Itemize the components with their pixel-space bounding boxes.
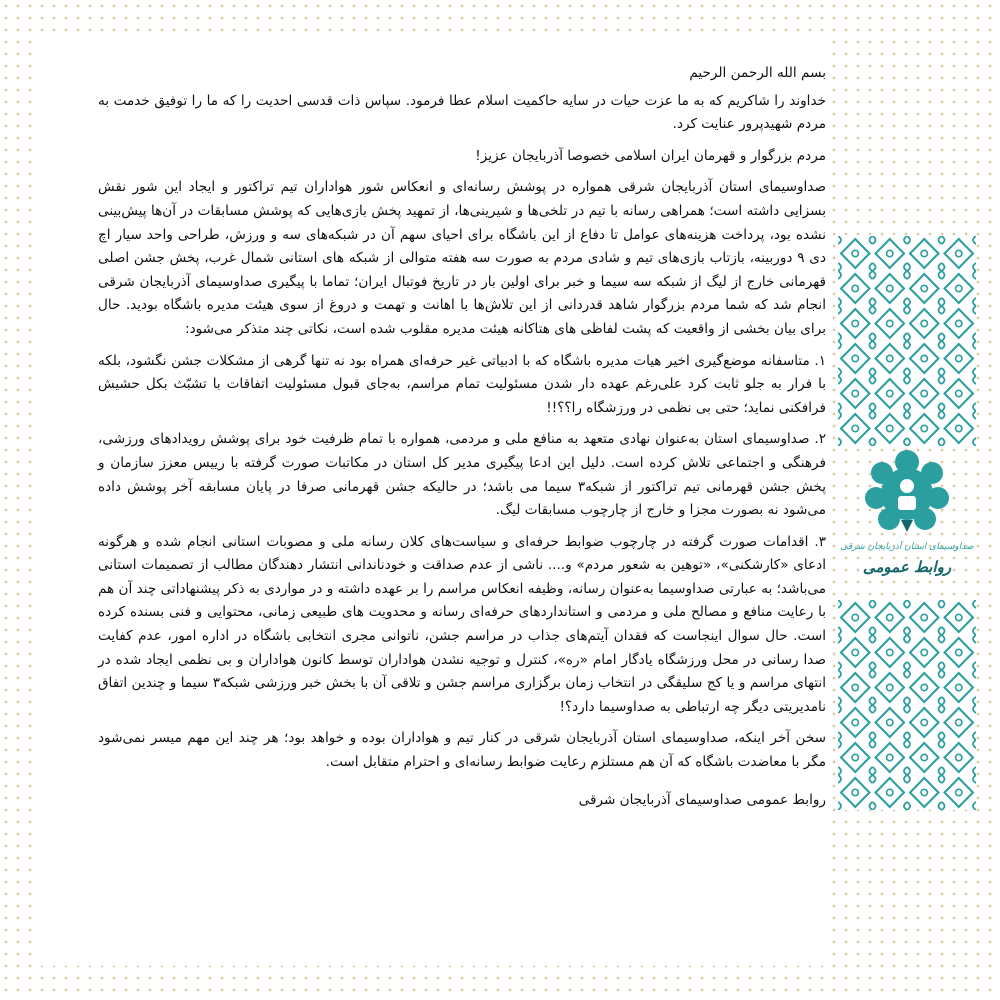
islamic-pattern-bottom (838, 600, 976, 810)
closing-paragraph: سخن آخر اینکه، صداوسیمای استان آذربایجان شرقی در کنار تیم و هواداران بوده و خواهد بود؛ هر چند این مهم میسر نمی‌شود مگر با معاضدت باشگاه که آن هم مستلزم رعایت ضوابط رسانه‌ای و احترام متقابل است. (98, 730, 826, 771)
decorative-sidebar (838, 236, 976, 956)
statement-card (38, 40, 832, 966)
point-3: ۳. اقدامات صورت گرفته در چارچوب ضوابط حرفه‌ای و سیاست‌های کلان رسانه ملی و مصوبات استانی انجام شده و هرگونه ادعای «کارشکنی»، «توهین به شعور مردم» و.... ناشی از عدم صداقت و خودناندانی انتشار دهندگان مطالب از تصمیمات استانی می‌باشد؛ به عبارتی صداوسیما به‌عنوان رسانه، وظیفه انعکاس مراسم را بر عهده داشته و در مواردی به ذکر پیشنهاداتی چند آن هم با رعایت منافع و مصالح ملی و مردمی و استانداردهای حرفه‌ای رسانه و محدویت های طبیعی زمانی، محتوایی و فنی بسنده کرده است. حال سوال اینجاست که فقدان آیتم‌های جذاب در مراسم جشن، ناتوانی مجری انتخابی باشگاه در اداره امور، عدم کفایت صدا رسانی در محل ورزشگاه یادگار امام «ره»، کنترل و توجیه نشدن هواداران توسط کانون هواداران و بی نظمی ایجاد شده در انتهای مراسم و یا کج سلیقگی در انتخاب زمان برگزاری مراسم جشن و تلاقی آن با بخش خبر ورزشی شبکه۳ سیما و چندین اتفاق نامدیریتی دیگر چه ارتباطی به صداوسیما دارد؟! (98, 533, 826, 715)
islamic-pattern-top (838, 236, 976, 446)
unit-name: روابط عمومی (862, 558, 952, 576)
body-paragraph: صداوسیمای استان آذربایجان شرقی همواره در پوشش رسانه‌ای و انعکاس شور هواداران تیم تراکتور و ایجاد این شور نقش بسزایی داشته است؛ همراهی رسانه با تیم در تلخی‌ها و شیرینی‌ها، از تمهید پخش بازی‌هایی که پوشش مسابقات در آن‌ها پیش‌بینی نشده بود، پرداخت هزینه‌های عوامل تا دفاع از این باشگاه برای احیای سهم آن در شبکه‌های سه و ورزش، طراحی واحد سیار اچ دی ۹ دوربینه، بازتاب بازی‌های تیم و شادی مردم به صورت سه هفته متوالی از شبکه های استانی شمال غرب، پخش جشن اصلی قهرمانی خارج از لیگ از شبکه سه سیما و خبر برای اولین بار در تاریخ فوتبال ایران؛ تماما با پیگیری صداوسیمای آذربایجان شرقی انجام شد که شما مردم بزرگوار شاهد قدردانی از این تلاش‌ها با اهانت و تهمت و دروغ از سوی هیئت مدیره باشگاه بودید. حال برای بیان بخشی از واقعیت که پشت لفاظی های هتاکانه هیئت مدیره مقلوب شده است، نکاتی چند متذکر می‌شود: (98, 179, 826, 337)
statement-letter (98, 62, 826, 820)
point-1: ۱. متاسفانه موضع‌گیری اخیر هیات مدیره باشگاه که با ادبیاتی غیر حرفه‌ای همراه بود نه تنها گرهی از مشکلات جشن نگشود، بلکه با فرار به جلو ثابت کرد علی‌رغم عهده دار شدن مسئولیت تمام مراسم، به‌جای قبول مسئولیت اتفاقات با تشبّث بکل حشیش فرافکنی نماید؛ حتی بی نظمی در ورزشگاه را؟؟!! (98, 352, 826, 416)
organization-name: صداوسیمای استان آذربایجان شرقی (840, 542, 974, 552)
basmala: بسم الله الرحمن الرحیم (689, 65, 826, 81)
salutation: مردم بزرگوار و قهرمان ایران اسلامی خصوصا آذربایجان عزیز! (475, 147, 826, 164)
public-relations-logo (838, 448, 976, 596)
opening-paragraph: خداوند را شاکریم که به ما عزت حیات در سایه حاکمیت اسلام عطا فرمود. سپاس ذات قدسی احدیت را که ما را توفیق خدمت به مردم شهیدپرور عنایت کرد. (98, 92, 826, 133)
signature: روابط عمومی صداوسیمای آذربایجان شرقی (578, 791, 826, 808)
flower-emblem-icon (861, 448, 953, 540)
point-2: ۲. صداوسیمای استان به‌عنوان نهادی متعهد به منافع ملی و مردمی، همواره با تمام ظرفیت خود برای پوشش رویدادهای ورزشی، فرهنگی و اجتماعی تلاش کرده است. دلیل این ادعا پیگیری مدیر کل استان در مکاتبات صورت گرفته با رییس معزز سازمان و پخش جشن قهرمانی تیم تراکتور از شبکه۳ سیما می باشد؛ در حالیکه جشن قهرمانی صرفا در پایان مسابقه آخر پوشش داده می‌شود نه بصورت مجزا و خارج از چارچوب مسابقات لیگ. (98, 431, 826, 519)
